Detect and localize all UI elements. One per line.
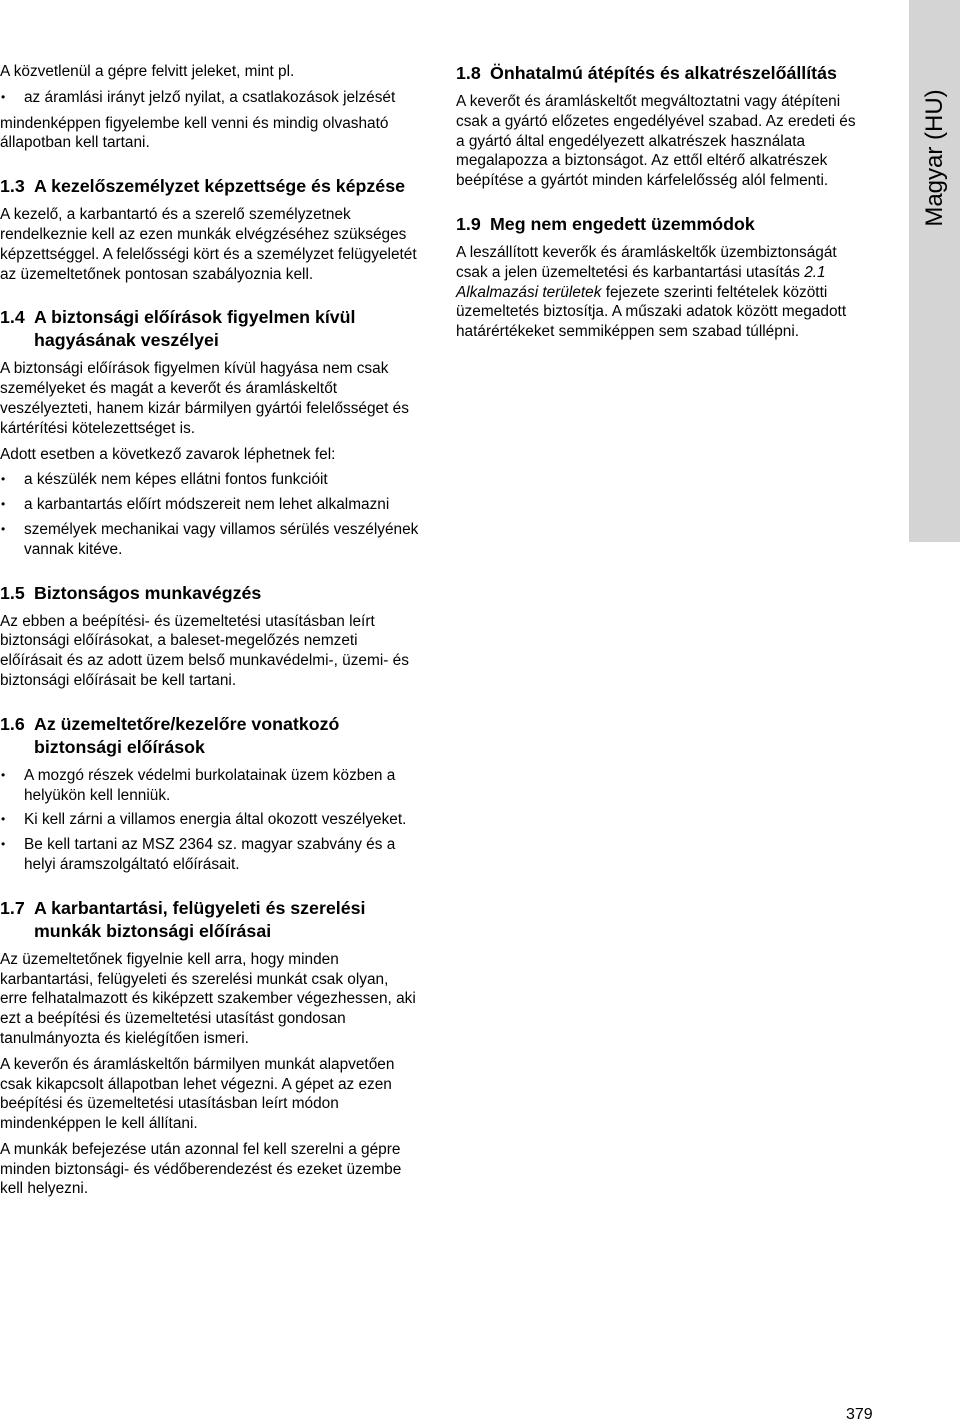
section-body: A munkák befejezése után azonnal fel kell szerelni a gépre minden biztonsági- és védőberendezést és ezeket üzembe kell helyezni. (0, 1140, 402, 1198)
section-title: A kezelőszemélyzet képzettsége és képzése (34, 176, 405, 197)
section-lead: Adott esetben a következő zavarok léphetnek fel: (0, 445, 336, 463)
section-heading-1-3 (0, 175, 420, 198)
body-text: fejezete szerinti feltételek közötti üzemeltetés biztosítja. A műszaki adatok között megadott határértékeket semmiképpen sem szabad túllépni. (456, 283, 847, 341)
section-body: A keverőn és áramláskeltőn bármilyen munkát alapvetően csak kikapcsolt állapotban lehet végezni. A gépet az ezen beépítési és üzemeltetési utasításban leírt módon mindenképpen le kell állítani. (0, 1055, 395, 1133)
list-item: • a karbantartás előírt módszereit nem lehet alkalmazni (0, 495, 420, 515)
right-column (456, 62, 866, 348)
list-item: • Ki kell zárni a villamos energia által okozott veszélyeket. (0, 810, 420, 830)
section-number: 1.3 (0, 176, 25, 197)
section-number: 1.5 (0, 582, 25, 603)
intro-tail: mindenképpen figyelembe kell venni és mindig olvasható állapotban kell tartani. (0, 114, 389, 152)
language-tab (909, 0, 960, 542)
body-text: A leszállított keverők és áramláskeltők üzembiztonságát csak a jelen üzemeltetési és karbantartási utasítás (456, 243, 837, 281)
section-body: A keverőt és áramláskeltőt megváltoztatni vagy átépíteni csak a gyártó előzetes engedélyével szabad. Az eredeti és a gyártó által engedélyezett alkatrészek használata megalapozza a biztonságot. Az ettől eltérő alkatrészek beépítése a gyártót minden kárfelelősség alól felmenti. (456, 93, 856, 190)
section-number: 1.6 (0, 713, 25, 734)
section-body: Az ebben a beépítési- és üzemeltetési utasításban leírt biztonsági előírásokat, a baleset-megelőzés nemzeti előírásait és az adott üzem belső munkavédelmi-, üzemi- és biztonsági előírásait be kell tartani. (0, 612, 409, 689)
page-number: 379 (846, 1406, 873, 1423)
section-title: A biztonsági előírások figyelmen kívül hagyásának veszélyei (34, 307, 356, 351)
list-item: • személyek mechanikai vagy villamos sérülés veszélyének vannak kitéve. (0, 520, 420, 560)
section-reference: 2.1 Alkalmazási területek (456, 263, 826, 301)
section-title: Az üzemeltetőre/kezelőre vonatkozó biztonsági előírások (34, 713, 340, 757)
intro-text: A közvetlenül a gépre felvitt jeleket, mint pl. (0, 63, 295, 80)
section-title: Biztonságos munkavégzés (34, 582, 262, 603)
left-column (0, 62, 420, 1205)
section-number: 1.9 (456, 213, 481, 234)
section-heading-1-9 (456, 213, 866, 236)
section-heading-1-4 (0, 306, 420, 352)
section-body (456, 243, 866, 342)
section-heading-1-6 (0, 713, 420, 759)
section-body: A kezelő, a karbantartó és a szerelő személyzetnek rendelkeznie kell az ezen munkák elvégzéséhez szükséges képzettséggel. A felelősségi kört és a személyzet felügyeletét az üzemeltetőnek pontosan szabályoznia kell. (0, 206, 417, 283)
section-number: 1.4 (0, 307, 25, 328)
list-item: • az áramlási irányt jelző nyilat, a csatlakozások jelzését (0, 88, 420, 108)
section-heading-1-5 (0, 582, 420, 605)
section-heading-1-8 (456, 62, 866, 85)
section-number: 1.8 (456, 63, 481, 83)
section-body: A biztonsági előírások figyelmen kívül hagyása nem csak személyeket és magát a keverőt és áramláskeltőt veszélyezteti, hanem kizár bármilyen gyártói felelősséget és kártérítési kötelezettséget is. (0, 360, 409, 437)
section-body: Az üzemeltetőnek figyelnie kell arra, hogy minden karbantartási, felügyeleti és szerelési munkát csak olyan, erre felhatalmazott és kiképzett szakember végezhessen, aki ezt a beépítési és üzemeltetési utasítást gondosan tanulmányozta és kielégítően ismeri. (0, 950, 416, 1047)
section-title: A karbantartási, felügyeleti és szerelési munkák biztonsági előírásai (34, 897, 366, 941)
section-title: Önhatalmú átépítés és alkatrészelőállítás (490, 63, 837, 83)
operator-list (0, 766, 420, 875)
list-item: • Be kell tartani az MSZ 2364 sz. magyar szabvány és a helyi áramszolgáltató előírásait. (0, 835, 420, 875)
section-number: 1.7 (0, 897, 25, 918)
list-item: • A mozgó részek védelmi burkolatainak üzem közben a helyükön kell lenniük. (0, 766, 420, 806)
language-label: Magyar (HU) (920, 89, 948, 227)
list-item: • a készülék nem képes ellátni fontos funkcióit (0, 470, 420, 490)
section-heading-1-7 (0, 897, 420, 943)
section-title: Meg nem engedett üzemmódok (490, 213, 755, 234)
hazard-list (0, 470, 420, 559)
intro-list (0, 88, 420, 108)
